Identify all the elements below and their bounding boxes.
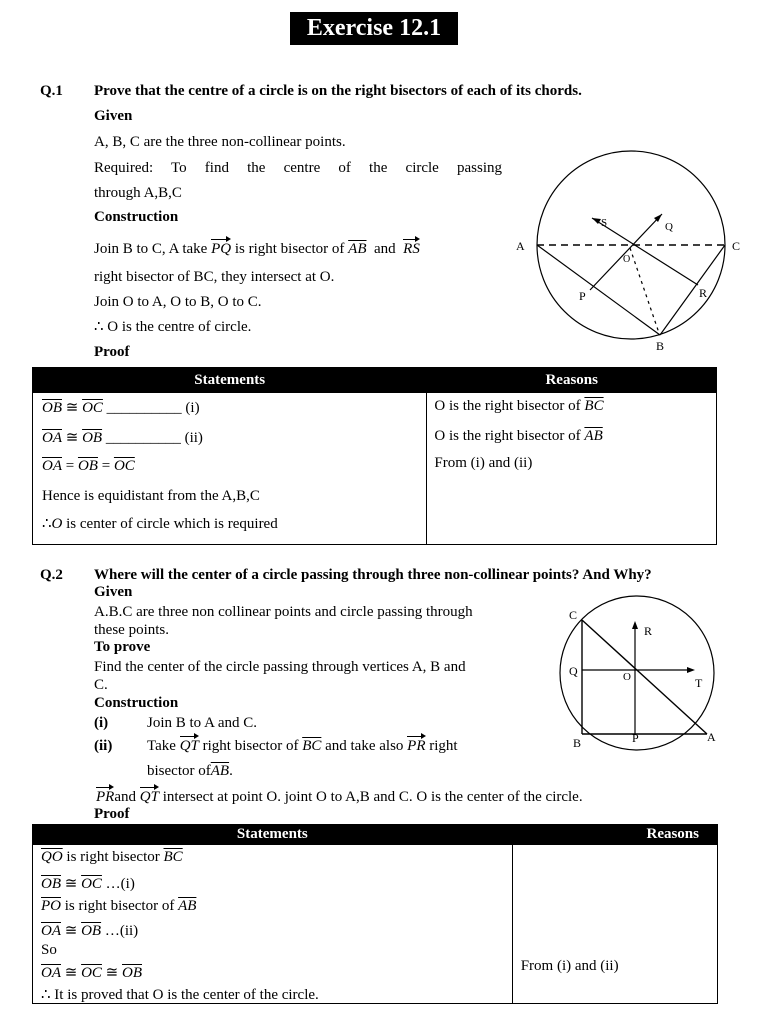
q1-required-line2: through A,B,C [94,185,182,201]
q1-c1-text-c: and [374,241,396,257]
q1-r2-text: O is the right bisector of [434,428,581,444]
q2-proof-table [32,824,718,1004]
q2-s3-text: is right bisector of [64,898,175,914]
q1-c1-text-b: is right bisector of [234,241,345,257]
q2-s6-oc: $\overline{OC}$ [81,965,102,981]
q2-step-i-text: Join B to A and C. [147,715,258,731]
q1-s1-oc: $\overline{OC}$ [82,400,103,416]
q2-l-vector-pr: PR [96,786,114,806]
q2-s4-ob: $\overline{OB}$ [81,923,102,939]
q2-circle [560,596,714,750]
q1-label-s: S [601,217,608,229]
q1-chord-ab [537,245,660,335]
q2-step-ii-number: (ii) [94,738,113,754]
q2-vector-qt: QT [180,735,199,755]
q1-r2-ab: $\overline{AB}$ [584,428,603,444]
q2-l-text: intersect at point O. joint O to A,B and C. O is the center of the circle. [162,789,583,805]
q1-r1-text: O is the right bisector of [434,398,581,414]
q1-reason-1 [434,398,603,415]
q1-proof-heading: Proof [94,344,130,360]
q1-vector-pq: PQ [211,238,231,258]
q1-s5-o: O [51,516,63,532]
q2-segment-ab: $\overline{AB}$ [210,763,230,779]
q2-proof-heading: Proof [94,806,130,822]
q2-statement-4: $\overline{OA}$ ≅ $\overline{OB}$ …(ii) [41,923,139,939]
q2-th-statements: Statements [33,825,513,845]
q2-intersect-line [96,786,583,806]
q2-statement-2: $\overline{OB}$ ≅ $\overline{OC}$ …(i) [41,876,135,892]
q1-required-line1: Required: To find the centre of the circle passing [94,160,502,176]
q2-s1-bc: $\overline{BC}$ [163,849,183,865]
q1-reason-2 [434,428,602,445]
q1-construction-line3: Join O to A, O to B, O to C. [94,294,262,310]
q2-label-t: T [695,676,703,690]
q1-s1-tag: __________ (i) [106,400,200,416]
q2-prove-heading: To prove [94,639,151,655]
q2-reasons-cell [512,845,717,1004]
q2-label-r: R [644,624,653,638]
q1-label-b: B [656,339,665,353]
q1-statement-1: $\overline{OB}$ ≅ $\overline{OC}$ __________ (i) [42,400,200,416]
q2-prove-line2: C. [94,677,108,693]
q1-statement-4: Hence is equidistant from the A,B,C [42,488,260,504]
q1-circle-figure [510,150,768,360]
q2-s6-oa: $\overline{OA}$ [41,965,61,981]
q1-segment-ab: $\overline{AB}$ [348,241,367,257]
q1-s2-ob: $\overline{OB}$ [82,430,103,446]
q1-s5-text: is center of circle which is required [66,516,278,532]
q1-statements-cell [33,393,427,545]
q2-ii-period: . [229,763,233,779]
q2-construction-heading: Construction [94,695,179,711]
q2-label-q: Q [569,664,578,678]
q1-r1-bc: $\overline{BC}$ [584,398,604,414]
q1-bisector-rs [592,218,698,285]
q1-s5-therefore: ∴ [42,516,52,532]
q1-statement-2: $\overline{OA}$ ≅ $\overline{OB}$ __________ (ii) [42,430,203,446]
q2-statement-1 [41,849,183,866]
q1-question: Prove that the centre of a circle is on the right bisectors of each of its chords. [94,83,582,99]
q1-label-a: A [516,239,525,253]
q2-step-ii-line1 [147,735,458,755]
q2-step-i-number: (i) [94,715,109,731]
q2-label-c: C [569,608,578,622]
q2-ii-text-d: right [429,738,458,754]
q1-s1-ob: $\overline{OB}$ [42,400,62,416]
q1-s2-tag: __________ (ii) [105,430,203,446]
q1-given-heading: Given [94,108,133,124]
q2-statements-cell [33,845,513,1004]
q1-vector-rs: RS [403,238,420,258]
q2-number: Q.2 [40,567,63,583]
q2-s1-text: is right bisector [66,849,160,865]
q1-label-o: O [623,254,631,265]
q2-statement-3 [41,898,196,915]
q1-label-p: P [579,289,586,303]
q2-s3-po: $\overline{PO}$ [41,898,61,914]
q1-chord-bc [660,245,725,335]
q2-label-o: O [623,671,631,683]
q1-dotted-ob [630,248,659,333]
q2-vector-pr: PR [407,735,425,755]
q2-arrow-t [687,667,695,673]
q2-given-line2: these points. [94,622,169,638]
q2-s3-ab: $\overline{AB}$ [178,898,197,914]
q2-question: Where will the center of a circle passing through three non-collinear points? And Why? [94,567,652,583]
q1-construction-line1 [94,238,504,258]
q1-construction-line2: right bisector of BC, they intersect at O. [94,269,335,285]
q2-s6-ob: $\overline{OB}$ [122,965,142,981]
q1-given-text: A, B, C are the three non-collinear points. [94,134,346,150]
q2-s1-qo: $\overline{QO}$ [41,849,63,865]
q2-l-vector-qt: QT [140,786,159,806]
q1-construction-heading: Construction [94,209,179,225]
q2-statement-6: $\overline{OA}$ ≅ $\overline{OC}$ ≅ $\overline{OB}$ [41,965,142,981]
q1-reason-3: From (i) and (ii) [434,455,533,471]
q1-construction-line4: ∴ O is the centre of circle. [94,319,252,335]
q2-segment-bc: $\overline{BC}$ [302,738,322,754]
q1-label-q: Q [665,221,673,233]
q1-s3-oa: $\overline{OA}$ [42,458,62,474]
q1-label-c: C [732,239,741,253]
q1-th-reasons: Reasons [427,368,717,393]
q1-proof-table [32,367,717,545]
exercise-title: Exercise 12.1 [290,12,458,45]
q2-s2-oc: $\overline{OC}$ [81,876,102,892]
q2-s2-ob: $\overline{OB}$ [41,876,61,892]
q1-reasons-cell [427,393,717,545]
q1-s2-oa: $\overline{OA}$ [42,430,62,446]
q2-th-reasons: Reasons [512,825,717,845]
q2-reason-1: From (i) and (ii) [520,958,619,974]
q2-circle-figure [555,595,768,760]
q1-c1-text-a: Join B to C, A take [94,241,208,257]
q1-th-statements: Statements [33,368,427,393]
q2-ii-text-c: and take also [325,738,404,754]
q2-ii-take: Take [147,738,176,754]
q2-s4-oa: $\overline{OA}$ [41,923,61,939]
q2-statement-5: So [41,942,57,958]
q2-label-a: A [707,730,716,744]
q2-label-b: B [573,736,582,750]
q2-statement-7: ∴ It is proved that O is the center of the circle. [41,987,319,1003]
q1-statement-5 [42,514,278,533]
q2-step-ii-line2 [147,762,233,780]
q2-given-line1: A.B.C are three non collinear points and circle passing through [94,604,473,620]
q2-given-heading: Given [94,584,133,600]
q1-number: Q.1 [40,83,63,99]
q2-arrow-r [632,621,638,629]
q1-statement-3: $\overline{OA} = \overline{OB} = \overline{OC}$ [42,458,135,474]
q2-label-p: P [632,731,639,745]
q2-s2-tag: …(i) [105,876,135,892]
q2-prove-line1: Find the center of the circle passing through vertices A, B and [94,659,466,675]
q1-s3-ob: $\overline{OB}$ [77,458,98,474]
q2-ii-text-b: right bisector of [202,738,299,754]
q2-s4-tag: …(ii) [104,923,139,939]
q2-ii-text-e: bisector of [147,763,211,779]
q1-s3-oc: $\overline{OC}$ [113,458,135,474]
q2-l-and: and [114,789,136,805]
q1-label-r: R [699,286,708,300]
